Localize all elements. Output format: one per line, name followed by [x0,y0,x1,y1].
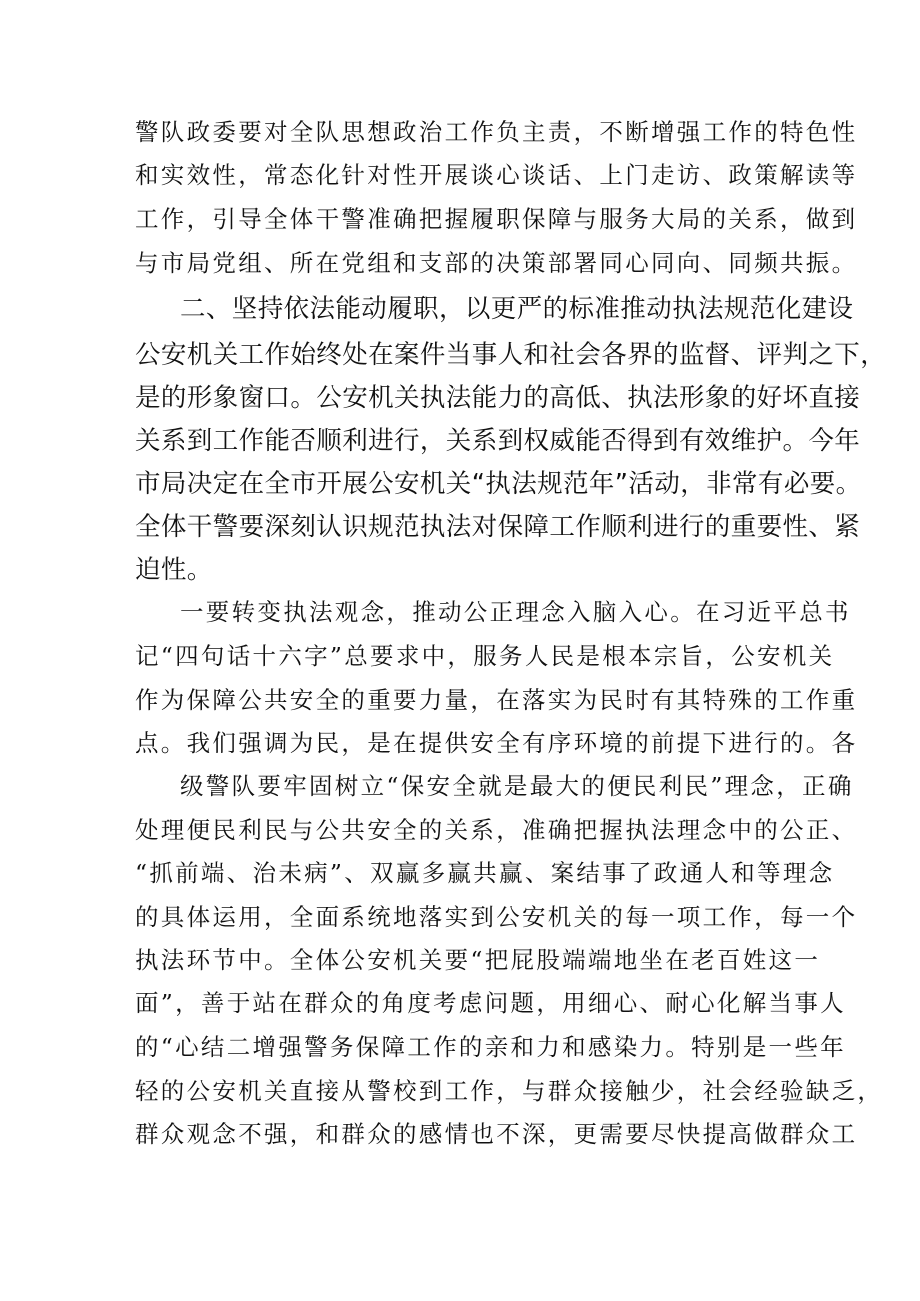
paragraph-3-line-12: 轻的公安机关直接从警校到工作，与群众接触少，社会经验缺乏， [135,1077,884,1105]
paragraph-3-line-10: 面”，善于站在群众的角度考虑问题，用细心、耐心化解当事人 [135,989,846,1017]
paragraph-3-line-7: “抓前端、治未病”、双赢多赢共赢、案结事了政通人和等理念 [135,859,835,887]
section-2-line-3: 关系到工作能否顺利进行，关系到权威能否得到有效维护。今年 [135,426,861,456]
paragraph-3-line-11: 的“心结二增强警务保障工作的亲和力和感染力。特别是一些年 [135,1033,846,1061]
section-2-line-4: 市局决定在全市开展公安机关“执法规范年”活动，非常有必要。 [135,469,862,499]
paragraph-3-line-6: 处理便民利民与公共安全的关系，准确把握执法理念中的公正、 [135,816,858,844]
paragraph-3-line-1: 一要转变执法观念，推动公正理念入脑入心。在习近平总书 [180,598,851,626]
paragraph-1-line-3: 工作，引导全体干警准确把握履职保障与服务大局的关系，做到 [135,205,858,233]
paragraph-3-line-9: 执法环节中。全体公安机关要“把屁股端端地坐在老百姓这一 [135,946,821,974]
paragraph-1-line-2: 和实效性，常态化针对性开展谈心谈话、上门走访、政策解读等 [135,161,858,189]
section-2-heading: 二、坚持依法能动履职，以更严的标准推动执法规范化建设 [180,294,854,324]
paragraph-3-line-3: 作为保障公共安全的重要力量，在落实为民时有其特殊的工作重 [135,686,858,714]
paragraph-1-line-1: 警队政委要对全队思想政治工作负主责，不断增强工作的特色性 [135,118,858,146]
paragraph-3-line-8: 的具体运用，全面系统地落实到公安机关的每一项工作，每一个 [135,903,858,931]
section-2-line-2: 是的形象窗口。公安机关执法能力的高低、执法形象的好坏直接 [135,383,861,413]
paragraph-3-line-4: 点。我们强调为民，是在提供安全有序环境的前提下进行的。各 [135,729,858,757]
paragraph-3-line-2: 记“四句话十六字”总要求中，服务人民是根本宗旨，公安机关 [135,642,835,670]
paragraph-1-line-4: 与市局党组、所在党组和支部的决策部署同心同向、同频共振。 [135,249,858,277]
section-2-line-1: 公安机关工作始终处在案件当事人和社会各界的监督、评判之下， [135,340,887,370]
section-2-line-6: 迫性。 [135,555,213,585]
paragraph-3-line-13: 群众观念不强，和群众的感情也不深，更需要尽快提高做群众工 [135,1120,858,1148]
paragraph-3-line-5: 级警队要牢固树立“保安全就是最大的便民利民”理念，正确 [180,772,854,800]
section-2-line-5: 全体干警要深刻认识规范执法对保障工作顺利进行的重要性、紧 [135,512,861,542]
